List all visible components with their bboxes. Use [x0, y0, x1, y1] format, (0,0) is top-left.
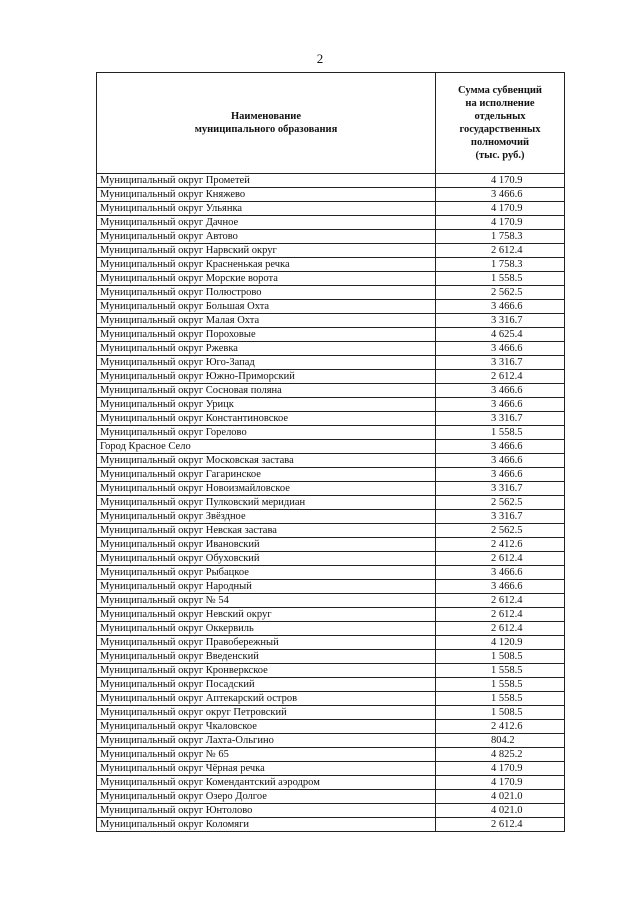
municipality-name-cell: Муниципальный округ Большая Охта: [97, 300, 436, 314]
subsidy-sum-cell: 4 170.9: [436, 776, 565, 790]
subsidy-sum-cell: 3 466.6: [436, 342, 565, 356]
table-row: [97, 454, 565, 468]
municipality-name-cell: Муниципальный округ Пороховые: [97, 328, 436, 342]
subsidy-sum-cell: 4 170.9: [436, 174, 565, 188]
subsidy-sum-cell: 4 021.0: [436, 790, 565, 804]
table-row: [97, 174, 565, 188]
column-header-name-line: муниципального образования: [194, 124, 338, 135]
municipality-name-cell: Муниципальный округ Обуховский: [97, 552, 436, 566]
municipality-name-cell: Муниципальный округ Юнтолово: [97, 804, 436, 818]
table-row: [97, 622, 565, 636]
municipality-name-cell: Муниципальный округ Комендантский аэродром: [97, 776, 436, 790]
municipality-name-cell: Муниципальный округ Дачное: [97, 216, 436, 230]
subsidy-sum-cell: 3 316.7: [436, 412, 565, 426]
subsidy-sum-cell: 2 612.4: [436, 552, 565, 566]
subsidy-sum-cell: 4 170.9: [436, 762, 565, 776]
table-row: [97, 692, 565, 706]
subsidy-sum-cell: 4 021.0: [436, 804, 565, 818]
subsidy-sum-cell: 2 612.4: [436, 818, 565, 832]
table-row: [97, 440, 565, 454]
subsidy-sum-cell: 1 508.5: [436, 650, 565, 664]
municipality-name-cell: Муниципальный округ Посадский: [97, 678, 436, 692]
subsidy-sum-cell: 3 466.6: [436, 398, 565, 412]
table-row: [97, 328, 565, 342]
subsidy-sum-cell: 1 558.5: [436, 664, 565, 678]
municipality-name-cell: Муниципальный округ Коломяги: [97, 818, 436, 832]
subsidy-sum-cell: 1 558.5: [436, 692, 565, 706]
municipality-name-cell: Муниципальный округ Красненькая речка: [97, 258, 436, 272]
municipality-name-cell: Муниципальный округ Полюстрово: [97, 286, 436, 300]
subsidy-sum-cell: 1 558.5: [436, 678, 565, 692]
subsidy-sum-cell: 3 466.6: [436, 468, 565, 482]
municipality-name-cell: Муниципальный округ Гагаринское: [97, 468, 436, 482]
table-row: [97, 664, 565, 678]
subsidy-sum-cell: 2 612.4: [436, 594, 565, 608]
table-row: [97, 370, 565, 384]
table-row: [97, 300, 565, 314]
subsidy-sum-cell: 3 316.7: [436, 314, 565, 328]
table-row: [97, 566, 565, 580]
subsidy-sum-cell: 3 466.6: [436, 440, 565, 454]
municipality-name-cell: Муниципальный округ Константиновское: [97, 412, 436, 426]
subsidy-sum-cell: 4 120.9: [436, 636, 565, 650]
table-row: [97, 412, 565, 426]
municipality-name-cell: Муниципальный округ Лахта-Ольгино: [97, 734, 436, 748]
municipality-name-cell: Муниципальный округ Чкаловское: [97, 720, 436, 734]
table-row: [97, 608, 565, 622]
municipality-name-cell: Муниципальный округ Южно-Приморский: [97, 370, 436, 384]
municipality-name-cell: Муниципальный округ Народный: [97, 580, 436, 594]
subsidy-sum-cell: 3 466.6: [436, 188, 565, 202]
table-row: [97, 524, 565, 538]
subsidy-sum-cell: 4 625.4: [436, 328, 565, 342]
municipality-name-cell: Муниципальный округ Аптекарский остров: [97, 692, 436, 706]
subsidy-sum-cell: 2 612.4: [436, 244, 565, 258]
table-row: [97, 342, 565, 356]
table-row: [97, 188, 565, 202]
subsidy-sum-cell: 4 170.9: [436, 202, 565, 216]
column-header-sum-line: полномочий: [470, 137, 530, 148]
column-header-sum: [436, 73, 565, 174]
subsidy-sum-cell: 1 558.5: [436, 272, 565, 286]
table-body: [97, 174, 565, 832]
page-number: 2: [316, 51, 324, 66]
municipality-name-cell: Муниципальный округ Нарвский округ: [97, 244, 436, 258]
municipality-name-cell: Муниципальный округ Правобережный: [97, 636, 436, 650]
municipality-name-cell: Муниципальный округ Чёрная речка: [97, 762, 436, 776]
subsidy-sum-cell: 1 508.5: [436, 706, 565, 720]
table-row: [97, 272, 565, 286]
table-row: [97, 468, 565, 482]
subsidy-sum-cell: 3 466.6: [436, 300, 565, 314]
table-row: [97, 482, 565, 496]
subsidy-sum-cell: 3 316.7: [436, 510, 565, 524]
subsidy-sum-cell: 4 825.2: [436, 748, 565, 762]
subsidy-sum-cell: 2 612.4: [436, 370, 565, 384]
table-row: [97, 706, 565, 720]
table-row: [97, 762, 565, 776]
subsidy-sum-cell: 1 758.3: [436, 258, 565, 272]
municipality-name-cell: Муниципальный округ Невский округ: [97, 608, 436, 622]
table-row: [97, 748, 565, 762]
subsidy-sum-cell: 1 558.5: [436, 426, 565, 440]
municipality-name-cell: Муниципальный округ Горелово: [97, 426, 436, 440]
table-row: [97, 510, 565, 524]
table-row: [97, 790, 565, 804]
subsidy-sum-cell: 2 562.5: [436, 286, 565, 300]
table-row: [97, 720, 565, 734]
subsidy-sum-cell: 3 316.7: [436, 356, 565, 370]
subsidy-sum-cell: 804.2: [436, 734, 565, 748]
table-row: [97, 286, 565, 300]
municipality-name-cell: Муниципальный округ Кронверкское: [97, 664, 436, 678]
municipality-name-cell: Муниципальный округ Ульянка: [97, 202, 436, 216]
column-header-sum-line: на исполнение: [465, 98, 535, 109]
table-row: [97, 314, 565, 328]
subsidy-table: [96, 72, 565, 832]
subsidy-sum-cell: 4 170.9: [436, 216, 565, 230]
subsidy-sum-cell: 2 562.5: [436, 496, 565, 510]
municipality-name-cell: Город Красное Село: [97, 440, 436, 454]
table-row: [97, 552, 565, 566]
subsidy-sum-cell: 3 316.7: [436, 482, 565, 496]
municipality-name-cell: Муниципальный округ Сосновая поляна: [97, 384, 436, 398]
municipality-name-cell: Муниципальный округ Автово: [97, 230, 436, 244]
municipality-name-cell: Муниципальный округ № 54: [97, 594, 436, 608]
municipality-name-cell: Муниципальный округ Оккервиль: [97, 622, 436, 636]
subsidy-sum-cell: 2 412.6: [436, 720, 565, 734]
municipality-name-cell: Муниципальный округ Малая Охта: [97, 314, 436, 328]
subsidy-sum-cell: 1 758.3: [436, 230, 565, 244]
municipality-name-cell: Муниципальный округ округ Петровский: [97, 706, 436, 720]
municipality-name-cell: Муниципальный округ Пулковский меридиан: [97, 496, 436, 510]
table-row: [97, 384, 565, 398]
column-header-sum-line: (тыс. руб.): [475, 150, 525, 161]
column-header-sum-line: государственных: [459, 124, 541, 135]
table-row: [97, 804, 565, 818]
table-row: [97, 202, 565, 216]
table-row: [97, 398, 565, 412]
table-row: [97, 776, 565, 790]
subsidy-sum-cell: 3 466.6: [436, 384, 565, 398]
subsidy-sum-cell: 2 562.5: [436, 524, 565, 538]
municipality-name-cell: Муниципальный округ Введенский: [97, 650, 436, 664]
municipality-name-cell: Муниципальный округ Невская застава: [97, 524, 436, 538]
municipality-name-cell: Муниципальный округ Прометей: [97, 174, 436, 188]
column-header-name-line: Наименование: [231, 111, 301, 122]
table-row: [97, 496, 565, 510]
municipality-name-cell: Муниципальный округ Морские ворота: [97, 272, 436, 286]
municipality-name-cell: Муниципальный округ Московская застава: [97, 454, 436, 468]
municipality-name-cell: Муниципальный округ Рыбацкое: [97, 566, 436, 580]
subsidy-sum-cell: 2 612.4: [436, 622, 565, 636]
subsidy-sum-cell: 3 466.6: [436, 454, 565, 468]
column-header-sum-line: Сумма субвенций: [458, 85, 542, 96]
table-header-row: [97, 73, 565, 174]
table-row: [97, 538, 565, 552]
municipality-name-cell: Муниципальный округ Озеро Долгое: [97, 790, 436, 804]
subsidy-sum-cell: 2 412.6: [436, 538, 565, 552]
municipality-name-cell: Муниципальный округ Княжево: [97, 188, 436, 202]
table-row: [97, 426, 565, 440]
table-row: [97, 258, 565, 272]
municipality-name-cell: Муниципальный округ Ржевка: [97, 342, 436, 356]
subsidy-sum-cell: 3 466.6: [436, 566, 565, 580]
table-row: [97, 230, 565, 244]
municipality-name-cell: Муниципальный округ Ивановский: [97, 538, 436, 552]
subsidy-sum-cell: 3 466.6: [436, 580, 565, 594]
table-row: [97, 818, 565, 832]
municipality-name-cell: Муниципальный округ Урицк: [97, 398, 436, 412]
table-row: [97, 650, 565, 664]
subsidy-sum-cell: 2 612.4: [436, 608, 565, 622]
municipality-name-cell: Муниципальный округ № 65: [97, 748, 436, 762]
column-header-sum-line: отдельных: [474, 111, 526, 122]
table-row: [97, 580, 565, 594]
table-row: [97, 244, 565, 258]
table-row: [97, 734, 565, 748]
table-row: [97, 356, 565, 370]
table-row: [97, 594, 565, 608]
municipality-name-cell: Муниципальный округ Новоизмайловское: [97, 482, 436, 496]
municipality-name-cell: Муниципальный округ Звёздное: [97, 510, 436, 524]
column-header-name: [97, 73, 436, 174]
table-row: [97, 678, 565, 692]
table-row: [97, 636, 565, 650]
municipality-name-cell: Муниципальный округ Юго-Запад: [97, 356, 436, 370]
table-row: [97, 216, 565, 230]
